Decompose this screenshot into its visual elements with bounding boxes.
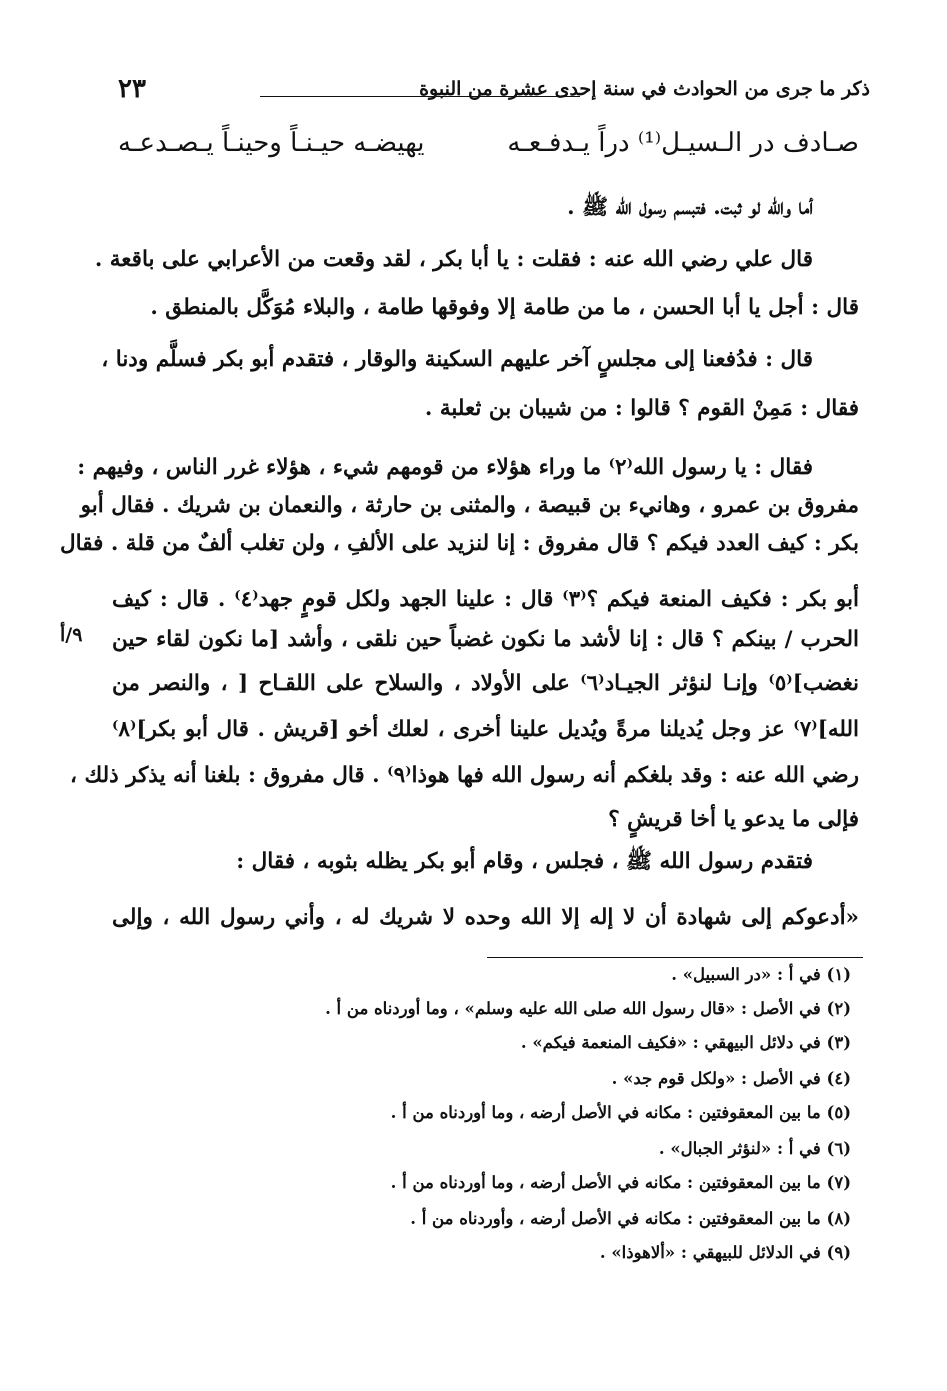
- body-line: فقال : مَمِنْ القوم ؟ قالوا : من شيبان بن ثعلبة .: [424, 396, 859, 421]
- footnote: (٨) ما بين المعقوفتين : مكانه في الأصل أرضه ، وأوردناه من أ .: [410, 1209, 851, 1228]
- footnote: (٢) في الأصل : «قال رسول الله صلى الله عليه وسلم» ، وما أوردناه من أ .: [325, 999, 851, 1018]
- footnote: (٣) في دلائل البيهقي : «فكيف المنعمة فيكم» .: [520, 1033, 851, 1052]
- body-line: فقال : يا رسول الله⁽٢⁾ ما وراء هؤلاء من قومهم شيء ، هؤلاء غرر الناس ، وفيهم :: [77, 455, 813, 480]
- body-line: قال علي رضي الله عنه : فقلت : يا أبا بكر ، لقد وقعت من الأعرابي على باقعة .: [94, 247, 813, 272]
- page-header: [110, 70, 870, 110]
- footnote: (٥) ما بين المعقوفتين : مكانه في الأصل أرضه ، وما أوردناه من أ .: [390, 1103, 851, 1122]
- footnote: (٩) في الدلائل للبيهقي : «ألاهوذا» .: [599, 1243, 851, 1262]
- body-line: نغضب]⁽٥⁾ وإنـا لنؤثر الجيـاد⁽٦⁾ على الأولاد ، والسلاح على اللقـاح [ ، والنصر من: [112, 671, 859, 696]
- page-number: ٢٣: [118, 74, 146, 104]
- body-line: «أدعوكم إلى شهادة أن لا إله إلا الله وحده لا شريك له ، وأني رسول الله ، وإلى: [112, 905, 859, 930]
- body-line: فتقدم رسول الله ﷺ ، فجلس ، وقام أبو بكر يظله بثوبه ، فقال :: [236, 849, 813, 874]
- body-line: الله]⁽٧⁾ عز وجل يُديلنا مرةً ويُديل علينا أخرى ، لعلك أخو [قريش . قال أبو بكر]⁽٨⁾: [112, 717, 859, 742]
- footnote: (١) في أ : «در السبيل» .: [671, 965, 851, 984]
- footnote: (٤) في الأصل : «ولكل قوم جد» .: [611, 1069, 851, 1088]
- body-line: رضي الله عنه : وقد بلغكم أنه رسول الله فها هوذا⁽٩⁾ . قال مفروق : بلغنا أنه يذكر ذلك ،: [70, 763, 859, 788]
- body-line: قال : فدُفعنا إلى مجلسٍ آخر عليهم السكينة والوقار ، فتقدم أبو بكر فسلَّم ودنا ،: [101, 347, 813, 372]
- footnote-rule: [487, 957, 863, 958]
- body-line: بكر : كيف العدد فيكم ؟ قال مفروق : إنا لنزيد على الألفِ ، ولن تغلب ألفٌ من قلة . فقال: [60, 531, 859, 556]
- body-line: أما والله لو ثبت. فتبسم رسول الله ﷺ .: [567, 195, 813, 220]
- body-line: قال : أجل يا أبا الحسن ، ما من طامة إلا وفوقها طامة ، والبلاء مُوَكَّل بالمنطق .: [150, 295, 859, 320]
- manuscript-folio-note: ٩/أ: [60, 624, 83, 646]
- body-line: مفروق بن عمرو ، وهانيء بن قبيصة ، والمثنى بن حارثة ، والنعمان بن شريك . فقال أبو: [80, 493, 859, 518]
- body-line: الحرب / بينكم ؟ قال : إنا لأشد ما نكون غضباً حين نلقى ، وأشد [ما نكون لقاء حين: [112, 627, 859, 652]
- verse-left-hemistich: يهيضـه حيـنـاً وحينـاً يـصـدعـه: [118, 128, 425, 158]
- running-title: ذكر ما جرى من الحوادث في سنة إحدى عشرة من النبوة: [419, 78, 870, 100]
- footnote: (٦) في أ : «لنؤثر الجبال» .: [658, 1139, 851, 1158]
- verse-right-hemistich: صـادف در الـسيـل⁽¹⁾ دراً يـدفـعـه: [507, 128, 859, 158]
- footnote: (٧) ما بين المعقوفتين : مكانه في الأصل أرضه ، وما أوردناه من أ .: [390, 1173, 851, 1192]
- body-line: أبو بكر : فكيف المنعة فيكم ؟⁽٣⁾ قال : علينا الجهد ولكل قومٍ جهد⁽٤⁾ . قال : كيف: [112, 587, 859, 612]
- body-line: فإلى ما يدعو يا أخا قريشٍ ؟: [608, 807, 859, 832]
